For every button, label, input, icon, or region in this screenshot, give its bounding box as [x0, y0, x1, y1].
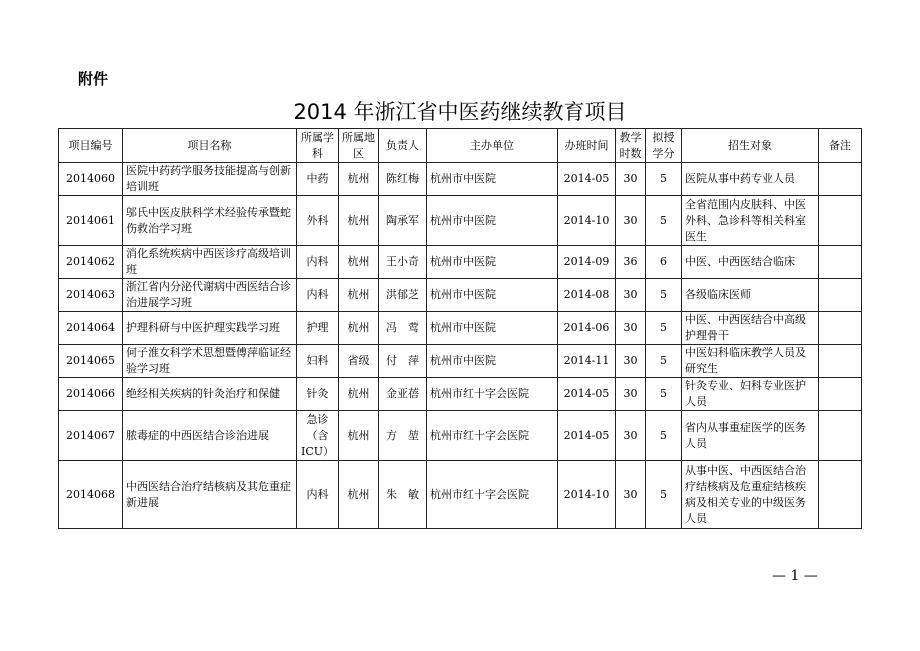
cell-date: 2014-09	[558, 246, 616, 279]
table-row	[59, 378, 862, 411]
cell-date: 2014-05	[558, 411, 616, 461]
cell-project-name: 护理科研与中医护理实践学习班	[123, 312, 297, 345]
cell-project-name: 中西医结合治疗结核病及其危重症新进展	[123, 461, 297, 529]
cell-note	[819, 378, 862, 411]
cell-date: 2014-11	[558, 345, 616, 378]
cell-project-name: 浙江省内分泌代谢病中西医结合诊治进展学习班	[123, 279, 297, 312]
page-title: 2014 年浙江省中医药继续教育项目	[293, 100, 627, 124]
table-row	[59, 163, 862, 196]
cell-project-name: 何子淮女科学术思想暨傅萍临证经验学习班	[123, 345, 297, 378]
cell-subject: 护理	[297, 312, 339, 345]
page-number: — 1 —	[772, 568, 818, 584]
cell-hours: 30	[616, 196, 646, 246]
table-body	[59, 163, 862, 529]
cell-host: 杭州市中医院	[427, 345, 558, 378]
cell-credits: 5	[646, 196, 682, 246]
cell-credits: 5	[646, 163, 682, 196]
cell-region: 杭州	[339, 312, 379, 345]
cell-note	[819, 411, 862, 461]
cell-date: 2014-06	[558, 312, 616, 345]
cell-project-id: 2014063	[59, 279, 123, 312]
cell-target: 中医妇科临床教学人员及研究生	[682, 345, 819, 378]
cell-subject: 内科	[297, 246, 339, 279]
cell-note	[819, 163, 862, 196]
cell-host: 杭州市红十字会医院	[427, 461, 558, 529]
cell-project-name: 脓毒症的中西医结合诊治进展	[123, 411, 297, 461]
cell-region: 杭州	[339, 461, 379, 529]
col-header: 所属学科	[297, 129, 339, 163]
cell-target: 中医、中西医结合中高级护理骨干	[682, 312, 819, 345]
cell-target: 全省范围内皮肤科、中医外科、急诊科等相关科室医生	[682, 196, 819, 246]
cell-hours: 30	[616, 312, 646, 345]
cell-subject: 外科	[297, 196, 339, 246]
cell-project-name: 消化系统疾病中西医诊疗高级培训班	[123, 246, 297, 279]
col-header: 办班时间	[558, 129, 616, 163]
cell-target: 从事中医、中西医结合治疗结核病及危重症结核疾病及相关专业的中级医务人员	[682, 461, 819, 529]
cell-subject: 急诊（含ICU）	[297, 411, 339, 461]
cell-date: 2014-05	[558, 163, 616, 196]
cell-note	[819, 461, 862, 529]
table-header-row	[59, 129, 862, 163]
table-row	[59, 312, 862, 345]
cell-hours: 30	[616, 163, 646, 196]
cell-note	[819, 279, 862, 312]
cell-project-id: 2014060	[59, 163, 123, 196]
col-header: 项目名称	[123, 129, 297, 163]
table-row	[59, 196, 862, 246]
cell-date: 2014-08	[558, 279, 616, 312]
cell-leader: 冯 莺	[379, 312, 427, 345]
cell-credits: 5	[646, 378, 682, 411]
cell-credits: 5	[646, 461, 682, 529]
col-header: 所属地区	[339, 129, 379, 163]
cell-leader: 王小奇	[379, 246, 427, 279]
cell-hours: 30	[616, 345, 646, 378]
cell-date: 2014-05	[558, 378, 616, 411]
col-header: 主办单位	[427, 129, 558, 163]
cell-leader: 方 堃	[379, 411, 427, 461]
cell-project-name: 医院中药药学服务技能提高与创新培训班	[123, 163, 297, 196]
cell-leader: 朱 敏	[379, 461, 427, 529]
cell-project-id: 2014066	[59, 378, 123, 411]
cell-project-id: 2014064	[59, 312, 123, 345]
cell-note	[819, 345, 862, 378]
cell-project-id: 2014062	[59, 246, 123, 279]
cell-hours: 30	[616, 461, 646, 529]
cell-hours: 30	[616, 279, 646, 312]
cell-project-id: 2014061	[59, 196, 123, 246]
cell-leader: 陈红梅	[379, 163, 427, 196]
cell-project-name: 绝经相关疾病的针灸治疗和保健	[123, 378, 297, 411]
cell-project-id: 2014068	[59, 461, 123, 529]
table-row	[59, 345, 862, 378]
cell-target: 针灸专业、妇科专业医护人员	[682, 378, 819, 411]
cell-host: 杭州市中医院	[427, 246, 558, 279]
cell-date: 2014-10	[558, 196, 616, 246]
cell-credits: 5	[646, 312, 682, 345]
project-table	[58, 128, 862, 529]
cell-subject: 针灸	[297, 378, 339, 411]
cell-region: 杭州	[339, 411, 379, 461]
table-row	[59, 461, 862, 529]
cell-host: 杭州市红十字会医院	[427, 411, 558, 461]
col-header: 负责人	[379, 129, 427, 163]
cell-region: 杭州	[339, 246, 379, 279]
cell-date: 2014-10	[558, 461, 616, 529]
cell-project-name: 邬氏中医皮肤科学术经验传承暨蛇伤救治学习班	[123, 196, 297, 246]
cell-target: 省内从事重症医学的医务人员	[682, 411, 819, 461]
cell-target: 医院从事中药专业人员	[682, 163, 819, 196]
cell-credits: 5	[646, 411, 682, 461]
col-header: 拟授学分	[646, 129, 682, 163]
cell-project-id: 2014065	[59, 345, 123, 378]
cell-hours: 30	[616, 411, 646, 461]
cell-project-id: 2014067	[59, 411, 123, 461]
attachment-label: 附件	[78, 70, 109, 88]
cell-leader: 付 萍	[379, 345, 427, 378]
cell-credits: 5	[646, 279, 682, 312]
cell-leader: 陶承军	[379, 196, 427, 246]
cell-hours: 36	[616, 246, 646, 279]
cell-hours: 30	[616, 378, 646, 411]
cell-host: 杭州市中医院	[427, 279, 558, 312]
table-row	[59, 246, 862, 279]
cell-note	[819, 312, 862, 345]
cell-credits: 5	[646, 345, 682, 378]
col-header: 招生对象	[682, 129, 819, 163]
cell-host: 杭州市红十字会医院	[427, 378, 558, 411]
cell-target: 各级临床医师	[682, 279, 819, 312]
cell-region: 省级	[339, 345, 379, 378]
cell-subject: 内科	[297, 279, 339, 312]
cell-subject: 中药	[297, 163, 339, 196]
cell-credits: 6	[646, 246, 682, 279]
cell-subject: 妇科	[297, 345, 339, 378]
cell-host: 杭州市中医院	[427, 196, 558, 246]
cell-region: 杭州	[339, 196, 379, 246]
table-row	[59, 411, 862, 461]
cell-note	[819, 246, 862, 279]
col-header: 教学时数	[616, 129, 646, 163]
cell-subject: 内科	[297, 461, 339, 529]
cell-region: 杭州	[339, 279, 379, 312]
cell-target: 中医、中西医结合临床	[682, 246, 819, 279]
cell-region: 杭州	[339, 378, 379, 411]
cell-host: 杭州市中医院	[427, 163, 558, 196]
cell-leader: 金亚蓓	[379, 378, 427, 411]
col-header: 备注	[819, 129, 862, 163]
cell-note	[819, 196, 862, 246]
cell-region: 杭州	[339, 163, 379, 196]
cell-host: 杭州市中医院	[427, 312, 558, 345]
col-header: 项目编号	[59, 129, 123, 163]
cell-leader: 洪郁芝	[379, 279, 427, 312]
table-row	[59, 279, 862, 312]
